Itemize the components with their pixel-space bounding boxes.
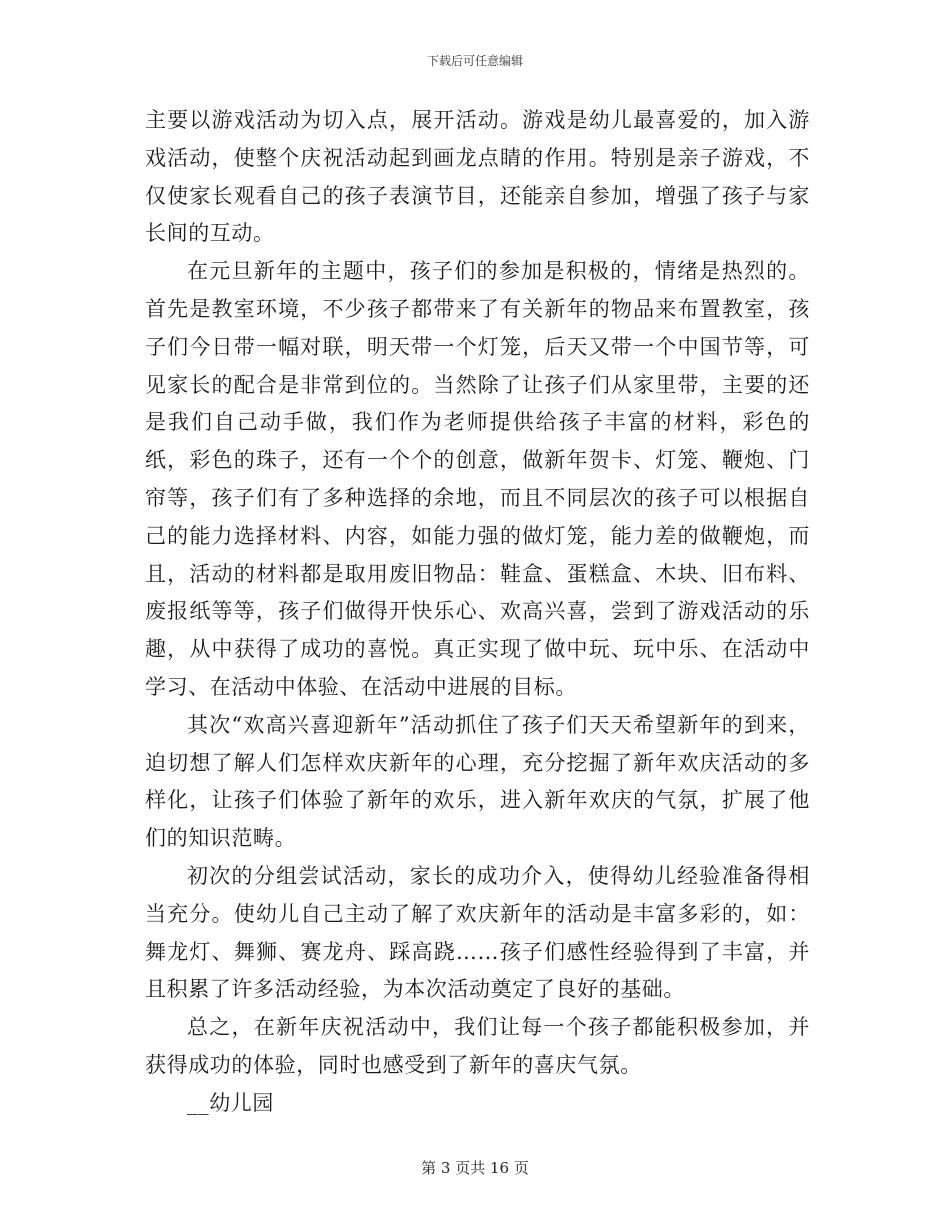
document-body [145,102,810,1123]
paragraph-1: 主要以游戏活动为切入点，展开活动。游戏是幼儿最喜爱的，加入游戏活动，使整个庆祝活动起到画龙点睛的作用。特别是亲子游戏，不仅使家长观看自己的孩子表演节目，还能亲自参加，增强了孩子与家长间的互动。 [145,108,810,246]
paragraph-3: 其次“欢高兴喜迎新年”活动抓住了孩子们天天希望新年的到来，迫切想了解人们怎样欢庆新年的心理，充分挖掘了新年欢庆活动的多样化，让孩子们体验了新年的欢乐，进入新年欢庆的气氛，扩展了他们的知识范畴。 [145,712,810,851]
paragraph-4: 初次的分组尝试活动，家长的成功介入，使得幼儿经验准备得相当充分。使幼儿自己主动了解了欢庆新年的活动是丰富多彩的，如：舞龙灯、舞狮、赛龙舟、踩高跷……孩子们感性经验得到了丰富，并且积累了许多活动经验，为本次活动奠定了良好的基础。 [145,863,810,1002]
page-header-note: 下载后可任意编辑 [426,54,523,68]
paragraph-2: 在元旦新年的主题中，孩子们的参加是积极的，情绪是热烈的。首先是教室环境，不少孩子都带来了有关新年的物品来布置教室，孩子们今日带一幅对联，明天带一个灯笼，后天又带一个中国节等，可见家长的配合是非常到位的。当然除了让孩子们从家里带，主要的还是我们自己动手做，我们作为老师提供给孩子丰富的材料，彩色的纸，彩色的珠子，还有一个个的创意，做新年贺卡、灯笼、鞭炮、门帘等，孩子们有了多种选择的余地，而且不同层次的孩子可以根据自己的能力选择材料、内容，如能力强的做灯笼，能力差的做鞭炮，而且，活动的材料都是取用废旧物品：鞋盒、蛋糕盒、木块、旧布料、废报纸等等，孩子们做得开快乐心、欢高兴喜，尝到了游戏活动的乐趣，从中获得了成功的喜悦。真正实现了做中玩、玩中乐、在活动中学习、在活动中体验、在活动中进展的目标。 [145,259,810,699]
signature-line: __幼儿园 [187,1090,274,1115]
page-number: 第 3 页共 16 页 [421,1159,529,1177]
paragraph-5: 总之，在新年庆祝活动中，我们让每一个孩子都能积极参加，并获得成功的体验，同时也感受到了新年的喜庆气氛。 [145,1015,810,1077]
